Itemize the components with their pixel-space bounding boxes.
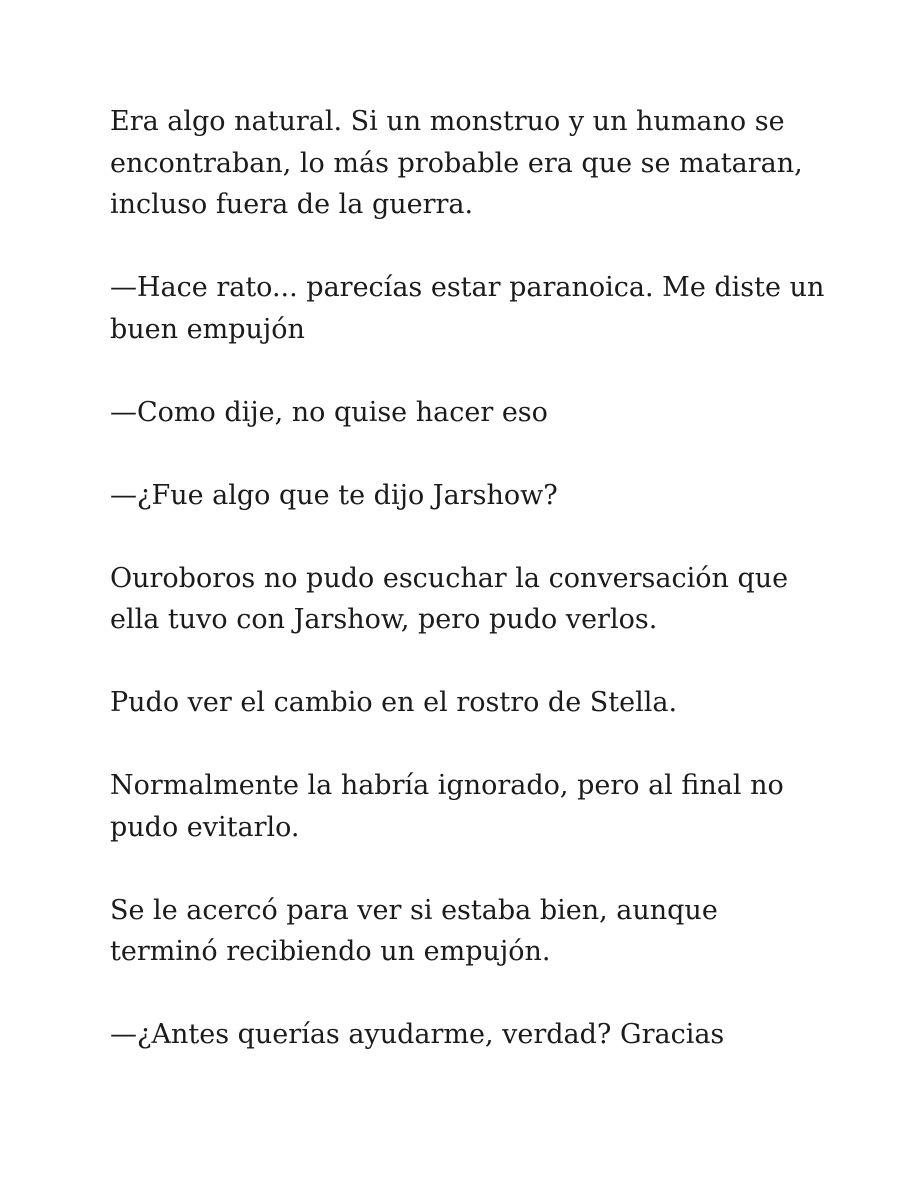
paragraph-6: Pudo ver el cambio en el rostro de Stella.: [110, 687, 678, 718]
paragraph-5: Ouroboros no pudo escuchar la conversación que ella tuvo con Jarshow, pero pudo verlos.: [110, 562, 789, 635]
paragraph-1: Era algo natural. Si un monstruo y un humano se encontraban, lo más probable era que se mataran, incluso fuera de la guerra.: [110, 106, 803, 220]
paragraph-8: Se le acercó para ver si estaba bien, aunque terminó recibiendo un empujón.: [110, 894, 718, 967]
paragraph-3: —Como dije, no quise hacer eso: [110, 396, 548, 428]
paragraph-9: —¿Antes querías ayudarme, verdad? Gracias: [110, 1019, 725, 1050]
document-page: [110, 101, 830, 1097]
paragraph-2: —Hace rato... parecías estar paranoica. Me diste un buen empujón: [110, 272, 825, 345]
paragraph-4: —¿Fue algo que te dijo Jarshow?: [110, 479, 558, 511]
paragraph-7: Normalmente la habría ignorado, pero al final no pudo evitarlo.: [110, 770, 784, 843]
